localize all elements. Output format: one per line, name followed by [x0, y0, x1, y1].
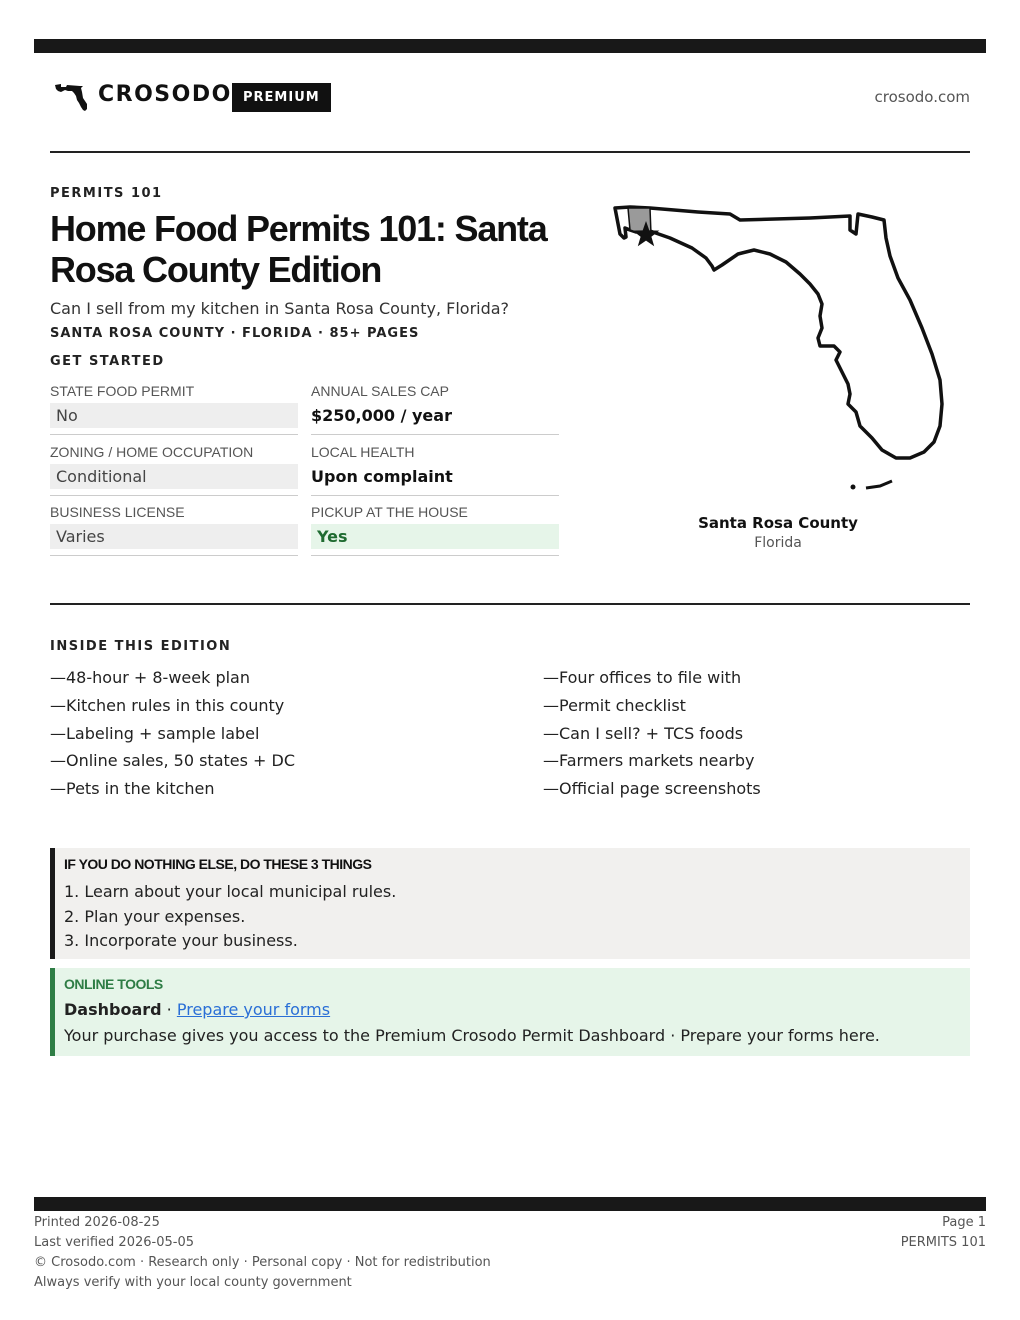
three-things-callout — [50, 848, 970, 959]
fact-label: LOCAL HEALTH — [311, 444, 415, 460]
toc-left-list — [50, 664, 480, 803]
tools-separator: · — [161, 1000, 177, 1019]
inside-edition-heading: INSIDE THIS EDITION — [50, 639, 232, 654]
online-tools-callout — [50, 968, 970, 1056]
fact-label: PICKUP AT THE HOUSE — [311, 504, 468, 520]
page-number: Page 1 — [942, 1215, 986, 1230]
callout-step: 3. Incorporate your business. — [64, 931, 298, 950]
fact-local-health — [311, 444, 559, 496]
fact-value: Varies — [50, 524, 298, 549]
callout-title: IF YOU DO NOTHING ELSE, DO THESE 3 THINGS — [64, 856, 372, 872]
fact-value: $250,000 / year — [311, 406, 452, 425]
fact-business-license — [50, 504, 298, 556]
fact-zoning — [50, 444, 298, 496]
prepare-forms-link[interactable]: Prepare your forms — [176, 1000, 331, 1019]
toc-item: —Labeling + sample label — [50, 723, 260, 743]
fact-label: BUSINESS LICENSE — [50, 504, 185, 520]
toc-item: —48-hour + 8-week plan — [50, 668, 250, 687]
toc-item: —Pets in the kitchen — [50, 779, 215, 799]
get-started-heading: GET STARTED — [50, 354, 165, 369]
printed-date: Printed 2026-08-25 — [34, 1215, 160, 1230]
footer-left — [34, 1213, 491, 1293]
edition-meta: SANTA ROSA COUNTY · FLORIDA · 85+ PAGES — [50, 326, 420, 341]
header — [50, 80, 970, 114]
toc-item: —Online sales, 50 states + DC — [50, 751, 296, 771]
fact-pickup — [311, 504, 559, 556]
toc-item: —Permit checklist — [543, 695, 686, 715]
verify-note: Always verify with your local county government — [34, 1275, 352, 1290]
footer-section: PERMITS 101 — [900, 1235, 986, 1250]
map-county-name: Santa Rosa County — [698, 514, 858, 532]
toc-right-list — [543, 664, 973, 803]
verified-date: Last verified 2026-05-05 — [34, 1235, 194, 1250]
fact-label: ZONING / HOME OCCUPATION — [50, 444, 254, 460]
fact-value: Yes — [311, 524, 559, 549]
florida-outline — [615, 207, 942, 458]
map-state-name: Florida — [754, 535, 802, 551]
section-eyebrow: PERMITS 101 — [50, 186, 163, 201]
copyright-notice: © Crosodo.com · Research only · Personal copy · Not for redistribution — [34, 1255, 491, 1270]
premium-badge: PREMIUM — [232, 83, 331, 112]
toc-item: —Farmers markets nearby — [543, 751, 755, 771]
footer-right — [901, 1213, 986, 1253]
tools-title: ONLINE TOOLS — [64, 976, 163, 992]
page-subtitle: Can I sell from my kitchen in Santa Rosa County, Florida? — [50, 299, 510, 318]
header-divider — [50, 151, 970, 153]
fact-state-food-permit — [50, 383, 298, 435]
bottom-rule-bar — [34, 1197, 986, 1211]
florida-map — [610, 204, 946, 494]
tools-line — [64, 1000, 330, 1019]
florida-state-icon — [54, 82, 88, 112]
toc-item: —Four offices to file with — [543, 668, 742, 687]
callout-steps — [64, 880, 396, 954]
brand-name: CROSODO — [98, 82, 232, 107]
florida-keys — [866, 481, 892, 488]
toc-item: —Can I sell? + TCS foods — [543, 723, 744, 743]
dashboard-label: Dashboard — [64, 1000, 162, 1019]
fact-label: ANNUAL SALES CAP — [311, 383, 449, 399]
toc-item: —Kitchen rules in this county — [50, 695, 285, 715]
page-title: Home Food Permits 101: Santa Rosa County Edition — [50, 208, 547, 290]
fact-annual-sales-cap — [311, 383, 559, 435]
tools-description: Your purchase gives you access to the Premium Crosodo Permit Dashboard · Prepare your forms here. — [64, 1026, 880, 1045]
toc-item: —Official page screenshots — [543, 779, 761, 799]
fact-value: Conditional — [50, 464, 298, 489]
section-divider — [50, 603, 970, 605]
fact-value: Upon complaint — [311, 467, 453, 486]
site-url[interactable]: crosodo.com — [874, 88, 970, 106]
island-dot — [851, 485, 856, 490]
fact-value: No — [50, 403, 298, 428]
fact-label: STATE FOOD PERMIT — [50, 383, 195, 399]
callout-step: 1. Learn about your local municipal rules. — [64, 882, 397, 901]
callout-step: 2. Plan your expenses. — [64, 906, 246, 926]
top-rule-bar — [34, 39, 986, 53]
